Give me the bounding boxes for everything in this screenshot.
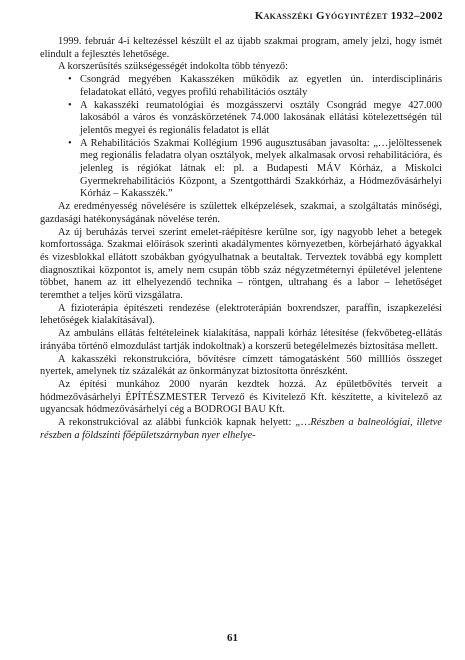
page-number: 61 — [227, 632, 238, 644]
paragraph — [40, 417, 442, 442]
list-item: • Csongrád megyében Kakasszéken működik az egyetlen ún. interdisciplináris feladatokat ellátó, vegyes profilú rehabilitációs osztály — [80, 74, 442, 99]
paragraph: A fizioterápia építészeti rendezése (elektroterápián boxrendszer, paraffin, iszapkezelési lehetőségek kialakításával). — [40, 302, 442, 327]
paragraph-text: A rekonstrukcióval az alábbi funkciók kapnak helyett: — [58, 417, 296, 429]
italic-quote: „…Részben a balneológiai, illetve részben a földszinti főépületszárnyban nyer elhelye- — [40, 417, 443, 441]
paragraph: A korszerűsítés szükségességét indokolta több tényező: — [58, 61, 288, 73]
paragraph: Az építési munkához 2000 nyarán kezdtek hozzá. Az épületbővítés terveit a hódmezővásárhelyi ÉPÍTÉSZMESTER Tervező és Kivitelező Kft. készítette, a kivitelező az ugyancsak hódmezővásárhelyi cég a BODROGI BAU Kft. — [40, 378, 442, 416]
list-item: • A kakasszéki reumatológiai és mozgásszervi osztály Csongrád megye 427.000 lakosából a város és vonzáskörzetének 74.000 lakosának ellátási kötelezettségén túl jelentős megyei és regionális feladatot is ellát — [80, 100, 442, 138]
paragraph: Az új beruházás tervei szerint emelet-ráépítésre kerülne sor, így nagyobb lehet a betegek komfortossága. Szakmai előírások szerinti akadálymentes környezetben, körbejárható ágyakkal és vizesblokkal ellátott szobákban gyógyulhatnak a beutaltak. Terveztek továbbá egy komplett diagnosztikai központot is, amely nem csupán több száz négyzetméternyi épületével jelentene többet, hanem az itt elhelyezendő technika – röntgen, ultrahang és a labor – lehetőséget teremthet a teljes körű vizsgálatra. — [40, 226, 442, 302]
paragraph: Az eredményesség növelésére is születtek elképzelések, szakmai, a szolgáltatás minőségi, gazdasági hatékonyságának növelése terén. — [40, 201, 442, 225]
running-header: Kakasszéki Gyógyintézet 1932–2002 — [254, 10, 443, 22]
paragraph: Az ambuláns ellátás feltételeinek kialakítása, nappali kórház létesítése (fekvőbeteg-ellátás irányába történő elmozdulást tartják indokoltnak) a korszerű betegélelmezés biztosítása mellett. — [40, 328, 442, 352]
paragraph: 1999. február 4-i keltezéssel készült el az újabb szakmai program, amely jelzi, hogy ismét elindult a fejlesztés lehetősége. — [40, 36, 442, 60]
body-text — [40, 36, 442, 443]
paragraph: A kakasszéki rekonstrukcióra, bővítésre címzett támogatásként 560 millliós összeget nyertek, amelynek tíz százalékát az önkormányzat biztosította önrészként. — [40, 353, 442, 378]
list-item: • A Rehabilitációs Szakmai Kollégium 1996 augusztusában javasolta: „…jelöltessenek meg regionális feladatra olyan osztályok, melyek alkalmasak orvosi rehabilitációra, és jelenleg is régiókat látnak el: pl. a Budapesti MÁV Kórház, a Miskolci Gyermekrehabilitációs Központ, a Szentgotthárdi Szakkórház, a Hódmezővásárhelyi Kórház – Kakasszék.” — [80, 138, 442, 202]
bullet-list — [40, 74, 442, 201]
